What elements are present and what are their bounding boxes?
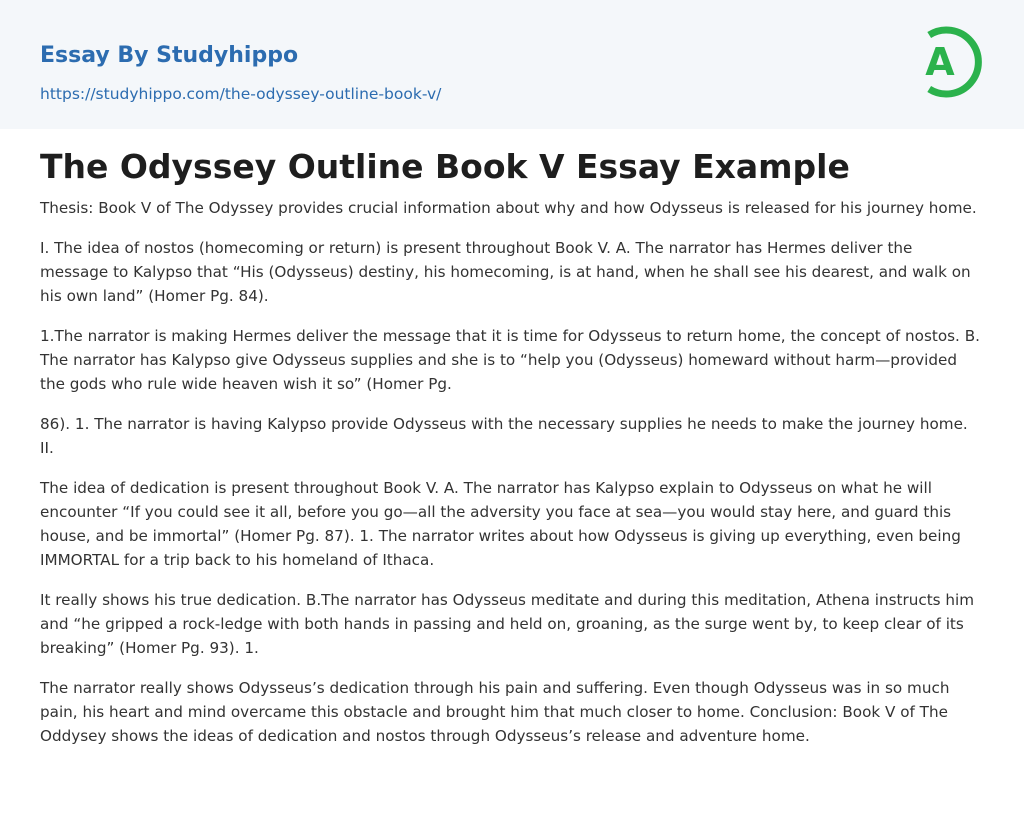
article-title: The Odyssey Outline Book V Essay Example bbox=[40, 147, 850, 186]
article-paragraph: The narrator really shows Odysseus’s dedication through his pain and suffering. Even though Odysseus was in so much pain, his heart and mind overcame this obstacle and brought him that much closer to home. Conclusion: Book V of The Oddysey shows the ideas of dedication and nostos through Odysseus’s release and adventure home. bbox=[40, 679, 950, 745]
article-paragraph: The idea of dedication is present throughout Book V. A. The narrator has Kalypso explain to Odysseus on what he will encounter “If you could see it all, before you go—all the adversity you face at sea—you would stay here, and guard this house, and be immortal” (Homer Pg. 87). 1. The narrator writes about how Odysseus is giving up everything, even being IMMORTAL for a trip back to his homeland of Ithaca. bbox=[40, 479, 961, 569]
article-paragraph: 1.The narrator is making Hermes deliver the message that it is time for Odysseus to return home, the concept of nostos. B. The narrator has Kalypso give Odysseus supplies and she is to “help you (Odysseus) homeward without harm—provided the gods who rule wide heaven wish it so” (Homer Pg. bbox=[40, 327, 980, 393]
site-name[interactable]: Essay By Studyhippo bbox=[40, 43, 299, 68]
logo-letter: A bbox=[925, 40, 955, 84]
article-paragraph: 86). 1. The narrator is having Kalypso provide Odysseus with the necessary supplies he needs to make the journey home. II. bbox=[40, 415, 968, 457]
site-header bbox=[0, 0, 1024, 129]
article bbox=[40, 144, 984, 764]
studyhippo-logo-icon[interactable] bbox=[912, 18, 988, 106]
article-paragraph: Thesis: Book V of The Odyssey provides crucial information about why and how Odysseus is released for his journey home. bbox=[40, 199, 977, 217]
source-url-link[interactable]: https://studyhippo.com/the-odyssey-outline-book-v/ bbox=[40, 85, 442, 103]
article-paragraph: I. The idea of nostos (homecoming or return) is present throughout Book V. A. The narrator has Hermes deliver the message to Kalypso that “His (Odysseus) destiny, his homecoming, is at hand, when he shall see his dearest, and walk on his own land” (Homer Pg. 84). bbox=[40, 239, 971, 305]
article-paragraph: It really shows his true dedication. B.The narrator has Odysseus meditate and during this meditation, Athena instructs him and “he gripped a rock-ledge with both hands in passing and held on, groaning, as the surge went by, to keep clear of its breaking” (Homer Pg. 93). 1. bbox=[40, 591, 975, 657]
